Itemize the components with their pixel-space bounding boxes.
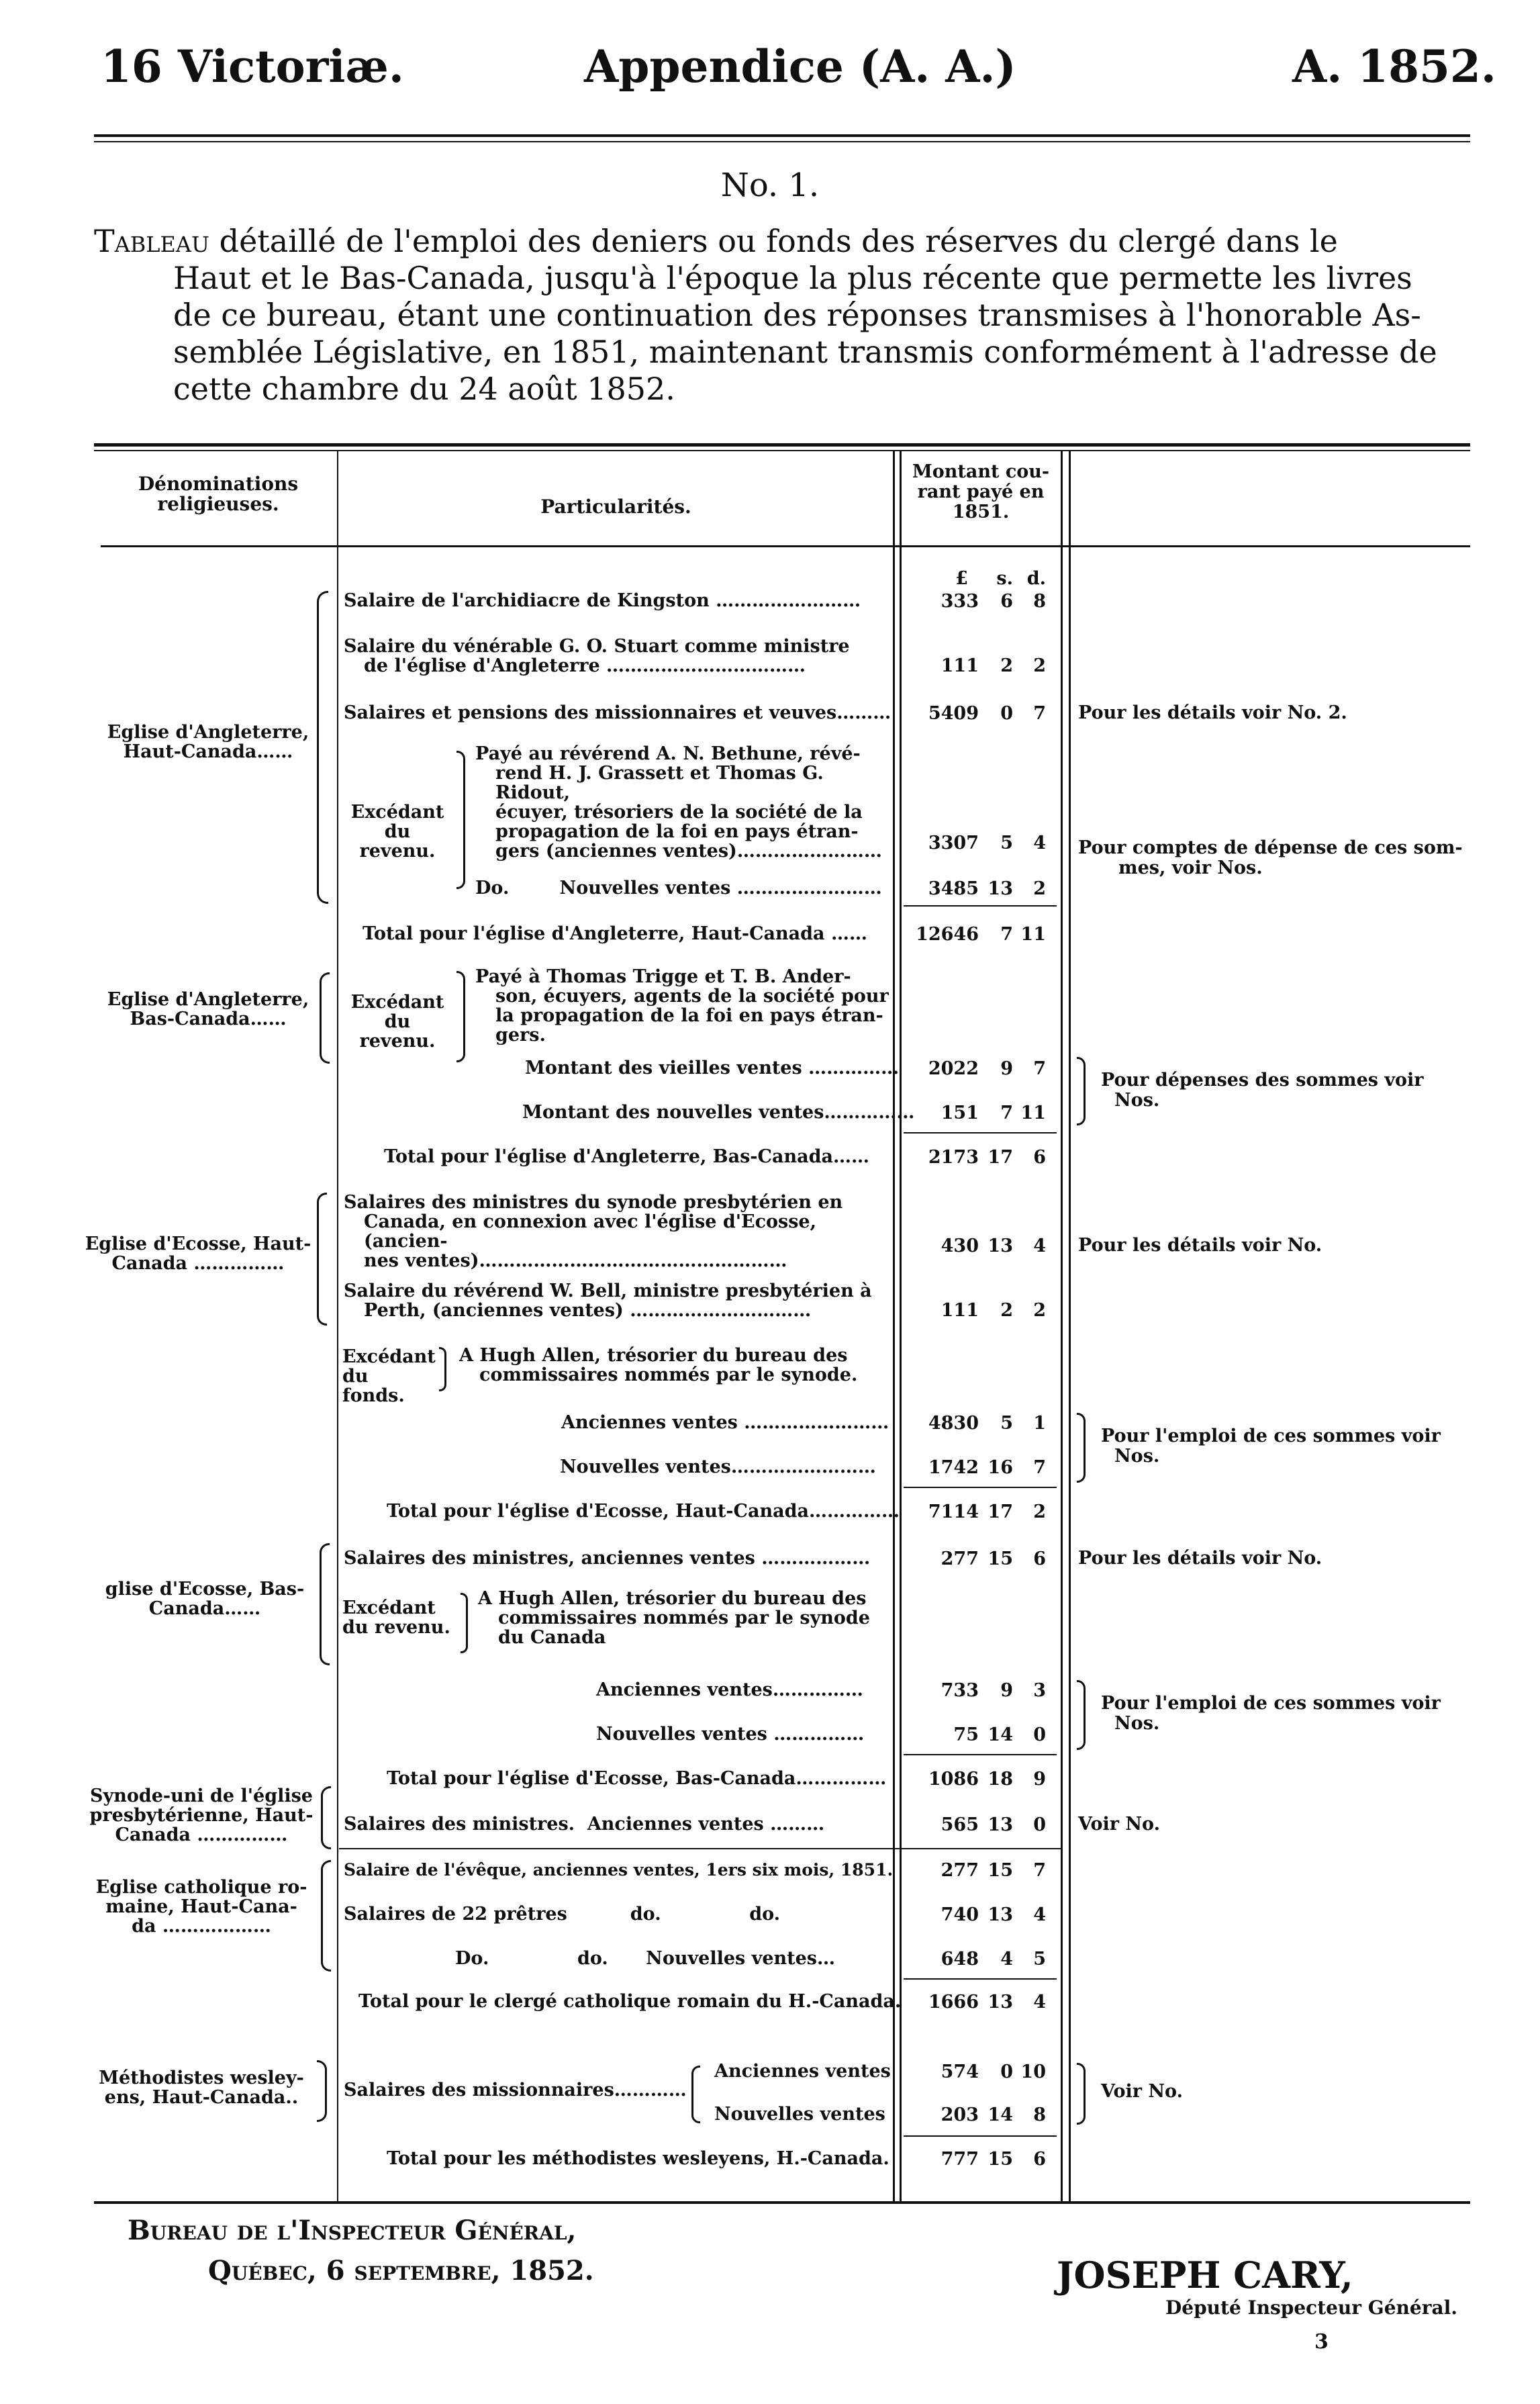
remark: Pour les détails voir No. bbox=[1078, 1548, 1322, 1569]
title-line: cette chambre du 24 août 1852. bbox=[173, 371, 675, 407]
remark-line: Pour l'emploi de ces sommes voir bbox=[1101, 1426, 1441, 1446]
subtotal-rule bbox=[904, 905, 1057, 907]
particular-row: Do. Nouvelles ventes …………………… bbox=[475, 878, 882, 898]
amount-pounds: 3485 bbox=[928, 878, 979, 899]
remark-line: Pour comptes de dépense de ces som- bbox=[1078, 837, 1463, 858]
subtotal-rule bbox=[904, 2135, 1057, 2137]
denomination-1 bbox=[101, 723, 316, 761]
excedant-brace bbox=[439, 1347, 446, 1391]
remark: Voir No. bbox=[1078, 1814, 1160, 1835]
amount-pence: 1 bbox=[1033, 1413, 1046, 1434]
excedant-line: Excédant bbox=[342, 1346, 436, 1367]
particular-row: Nouvelles ventes…………………… bbox=[560, 1457, 876, 1477]
column-divider-1 bbox=[337, 451, 338, 2201]
title-line: Tableau détaillé de l'emploi des deniers ou fonds des réserves du clergé dans le bbox=[94, 223, 1338, 259]
amount-pence: 0 bbox=[1033, 1814, 1046, 1835]
excedant-brace bbox=[456, 751, 465, 889]
amount-shillings: 13 bbox=[988, 1992, 1013, 2013]
amount-pence: 6 bbox=[1033, 2149, 1046, 2170]
remark-line: Nos. bbox=[1114, 1713, 1160, 1734]
remark: Pour les détails voir No. 2. bbox=[1078, 702, 1347, 723]
amount-pounds: 151 bbox=[941, 1103, 979, 1123]
excedant-line: du revenu. bbox=[359, 821, 436, 862]
amount-pounds: 1666 bbox=[928, 1992, 979, 2013]
amount-pence: 6 bbox=[1033, 1548, 1046, 1569]
particular-line: Salaire du révérend W. Bell, ministre presbytérien à bbox=[344, 1281, 872, 1301]
amount-pence: 2 bbox=[1033, 655, 1046, 676]
denomination-4 bbox=[94, 1579, 316, 1618]
amount-pounds: 2173 bbox=[928, 1147, 979, 1168]
excedant-brace bbox=[461, 1593, 468, 1653]
amount-pounds: 333 bbox=[941, 591, 979, 612]
denomination-line: Canada…… bbox=[148, 1598, 261, 1619]
brace-5 bbox=[321, 1786, 331, 1849]
amount-shillings: 4 bbox=[1000, 1949, 1013, 1970]
table-top-rule bbox=[94, 443, 1470, 447]
particular-row: Anciennes ventes bbox=[714, 2061, 891, 2082]
total-row: Total pour l'église d'Angleterre, Haut-Canada …… bbox=[363, 923, 867, 944]
particular-line: écuyer, trésoriers de la société de la bbox=[495, 802, 863, 823]
denomination-line: Méthodistes wesley- bbox=[99, 2068, 304, 2088]
particular-line: propagation de la foi en pays étran- bbox=[495, 821, 859, 842]
title-line: semblée Législative, en 1851, maintenant transmis conformément à l'adresse de bbox=[173, 334, 1437, 370]
amount-pence: 6 bbox=[1033, 1147, 1046, 1168]
brace-2 bbox=[320, 972, 330, 1064]
amount-shillings: 5 bbox=[1000, 1413, 1013, 1434]
remark-line: Pour dépenses des sommes voir bbox=[1101, 1070, 1424, 1091]
brace-6 bbox=[321, 1860, 331, 1972]
amount-shillings: 16 bbox=[988, 1457, 1013, 1478]
header-denominations-line: Dénominations bbox=[138, 473, 299, 495]
amount-pounds: 740 bbox=[941, 1904, 979, 1925]
amount-pence: 2 bbox=[1033, 878, 1046, 899]
remark-brace bbox=[1077, 1413, 1086, 1483]
total-row: Total pour l'église d'Angleterre, Bas-Canada…… bbox=[384, 1146, 869, 1167]
amount-shillings: 14 bbox=[988, 2105, 1013, 2125]
subtotal-rule bbox=[904, 1978, 1057, 1980]
amount-pounds: 277 bbox=[941, 1860, 979, 1881]
table-top-rule-2 bbox=[94, 450, 1470, 451]
particular-line: A Hugh Allen, trésorier du bureau des bbox=[478, 1588, 867, 1609]
amount-pounds: 648 bbox=[941, 1949, 979, 1970]
amount-shillings: 7 bbox=[1000, 924, 1013, 945]
particular-row bbox=[459, 1346, 892, 1385]
denomination-line: glise d'Ecosse, Bas- bbox=[105, 1579, 305, 1600]
section-rule bbox=[339, 1848, 1063, 1849]
table-header-rule bbox=[101, 545, 1470, 547]
amount-pence: 10 bbox=[1020, 2062, 1046, 2082]
header-amount-line: rant payé en bbox=[917, 481, 1045, 502]
amount-pence: 0 bbox=[1033, 1724, 1046, 1745]
currency-pence: d. bbox=[1026, 568, 1046, 589]
denomination-5 bbox=[87, 1786, 316, 1845]
footer-office-text: Bureau de l'Inspecteur Général, bbox=[128, 2215, 577, 2246]
footer-place-date-text: Québec, 6 septembre, 1852. bbox=[208, 2255, 594, 2286]
amount-pounds: 111 bbox=[941, 1300, 979, 1321]
particular-row bbox=[478, 1589, 892, 1647]
amount-pence: 4 bbox=[1033, 1236, 1046, 1256]
excedant-line: du revenu. bbox=[342, 1617, 450, 1638]
header-left: 16 Victoriæ. bbox=[101, 40, 404, 93]
total-row: Total pour le clergé catholique romain du H.-Canada. bbox=[358, 1991, 902, 2012]
amount-shillings: 0 bbox=[1000, 2062, 1013, 2082]
amount-shillings: 6 bbox=[1000, 591, 1013, 612]
denomination-line: Canada …………… bbox=[115, 1824, 288, 1845]
amount-shillings: 2 bbox=[1000, 655, 1013, 676]
particular-row bbox=[344, 1193, 891, 1270]
column-divider-3a bbox=[1061, 451, 1063, 2201]
excedant-label bbox=[344, 992, 451, 1051]
amount-shillings: 13 bbox=[988, 1236, 1013, 1256]
amount-pence: 9 bbox=[1033, 1769, 1046, 1790]
brace-7 bbox=[317, 2060, 327, 2122]
amount-pence: 7 bbox=[1033, 1860, 1046, 1881]
remark-brace bbox=[1077, 1680, 1086, 1750]
amount-pence: 4 bbox=[1033, 1904, 1046, 1925]
amount-shillings: 2 bbox=[1000, 1300, 1013, 1321]
title-line: de ce bureau, étant une continuation des réponses transmises à l'honorable As- bbox=[173, 297, 1421, 333]
denomination-line: da ……………… bbox=[132, 1916, 271, 1937]
amount-shillings: 15 bbox=[988, 1548, 1013, 1569]
amount-pence: 2 bbox=[1033, 1501, 1046, 1522]
denomination-3 bbox=[81, 1234, 316, 1273]
amount-pounds: 2022 bbox=[928, 1058, 979, 1079]
particular-line: Salaire du vénérable G. O. Stuart comme ministre bbox=[344, 636, 850, 657]
amount-pounds: 75 bbox=[953, 1724, 979, 1745]
header-amount-line: Montant cou- bbox=[912, 461, 1050, 482]
amount-shillings: 13 bbox=[988, 1904, 1013, 1925]
amount-shillings: 5 bbox=[1000, 833, 1013, 853]
title-line-1-rest: détaillé de l'emploi des deniers ou fonds des réserves du clergé dans le bbox=[209, 223, 1338, 259]
remark bbox=[1101, 1070, 1470, 1111]
denomination-line: Eglise d'Angleterre, bbox=[107, 722, 309, 743]
amount-pounds: 430 bbox=[941, 1236, 979, 1256]
amount-pence: 4 bbox=[1033, 1992, 1046, 2013]
denomination-line: Eglise d'Angleterre, bbox=[107, 989, 309, 1010]
particular-line: du Canada bbox=[498, 1627, 606, 1648]
particular-line: son, écuyers, agents de la société pour bbox=[495, 986, 889, 1007]
amount-pounds: 203 bbox=[941, 2105, 979, 2125]
excedant-line: Excédant bbox=[350, 992, 444, 1013]
particular-line: gers (anciennes ventes)…………………… bbox=[495, 841, 882, 862]
denomination-line: Eglise d'Ecosse, Haut- bbox=[85, 1234, 311, 1254]
amount-pounds: 3307 bbox=[928, 833, 979, 853]
currency-pound: £ bbox=[955, 568, 968, 589]
particular-row: Nouvelles ventes …………… bbox=[596, 1724, 865, 1745]
amount-pence: 7 bbox=[1033, 703, 1046, 724]
particular-line: Canada, en connexion avec l'église d'Ecosse, (ancien- bbox=[364, 1211, 816, 1252]
particular-line: commissaires nommés par le synode bbox=[498, 1608, 870, 1628]
amount-pounds: 7114 bbox=[928, 1501, 979, 1522]
particular-line: Payé au révérend A. N. Bethune, révé- bbox=[475, 743, 861, 764]
particular-row: Salaires des ministres. Anciennes ventes ……… bbox=[344, 1814, 825, 1835]
footer-place-date bbox=[208, 2255, 594, 2286]
amount-pence: 4 bbox=[1033, 833, 1046, 853]
amount-shillings: 15 bbox=[988, 2149, 1013, 2170]
amount-pounds: 5409 bbox=[928, 703, 979, 724]
denomination-line: maine, Haut-Cana- bbox=[105, 1896, 297, 1917]
remark-line: Nos. bbox=[1114, 1446, 1160, 1467]
excedant-line: du fonds. bbox=[342, 1366, 405, 1406]
particular-line: gers. bbox=[495, 1025, 546, 1046]
particular-row: Salaires des ministres, anciennes ventes ……………… bbox=[344, 1548, 871, 1569]
signatory-title: Député Inspecteur Général. bbox=[1165, 2297, 1457, 2319]
remark: Pour les détails voir No. bbox=[1078, 1235, 1322, 1256]
header-denominations bbox=[101, 474, 336, 514]
amount-shillings: 9 bbox=[1000, 1058, 1013, 1079]
denomination-7 bbox=[87, 2068, 316, 2107]
denomination-6 bbox=[87, 1878, 316, 1936]
denomination-line: Haut-Canada…… bbox=[123, 741, 293, 762]
amount-pounds: 277 bbox=[941, 1548, 979, 1569]
page-number: 3 bbox=[1314, 2330, 1329, 2354]
excedant-line: Excédant bbox=[342, 1598, 436, 1618]
remark-brace bbox=[1077, 1057, 1086, 1125]
amount-pence: 2 bbox=[1033, 1300, 1046, 1321]
excedant-label bbox=[342, 1598, 463, 1637]
particular-row: Anciennes ventes…………… bbox=[596, 1679, 863, 1700]
amount-pounds: 4830 bbox=[928, 1413, 979, 1434]
amount-shillings: 15 bbox=[988, 1860, 1013, 1881]
total-row: Total pour l'église d'Ecosse, Bas-Canada…………… bbox=[387, 1768, 887, 1789]
excedant-brace bbox=[456, 971, 465, 1062]
particular-line: la propagation de la foi en pays étran- bbox=[495, 1005, 883, 1026]
particular-row: Salaire de l'évêque, anciennes ventes, 1ers six mois, 1851. bbox=[344, 1860, 894, 1880]
amount-shillings: 14 bbox=[988, 1724, 1013, 1745]
subtotal-rule bbox=[904, 1132, 1057, 1134]
total-row: Total pour les méthodistes wesleyens, H.-Canada. bbox=[387, 2148, 889, 2169]
excedant-label bbox=[342, 1347, 436, 1405]
amount-pence: 8 bbox=[1033, 2105, 1046, 2125]
denomination-line: Canada …………… bbox=[111, 1253, 285, 1274]
particular-line: de l'église d'Angleterre …………………………… bbox=[364, 655, 806, 676]
header-center: Appendice (A. A.) bbox=[584, 40, 1016, 93]
document-title bbox=[94, 223, 1470, 408]
remark bbox=[1101, 1426, 1470, 1467]
particular-row: Montant des vieilles ventes …………… bbox=[525, 1058, 900, 1078]
document-number: No. 1. bbox=[720, 167, 820, 204]
amount-pounds: 777 bbox=[941, 2149, 979, 2170]
table-bottom-rule bbox=[94, 2201, 1470, 2204]
amount-shillings: 9 bbox=[1000, 1680, 1013, 1701]
amount-pence: 11 bbox=[1020, 924, 1046, 945]
particular-line: rend H. J. Grassett et Thomas G. Ridout, bbox=[495, 763, 824, 803]
remark bbox=[1101, 1694, 1470, 1734]
header-denominations-line: religieuses. bbox=[157, 493, 279, 515]
amount-pence: 11 bbox=[1020, 1103, 1046, 1123]
denomination-line: ens, Haut-Canada.. bbox=[104, 2087, 299, 2108]
signatory-name: JOSEPH CARY, bbox=[1057, 2254, 1353, 2297]
brace-1 bbox=[317, 591, 328, 904]
title-line: Haut et le Bas-Canada, jusqu'à l'époque la plus récente que permette les livres bbox=[173, 260, 1412, 296]
particular-row: Salaire de l'archidiacre de Kingston …………………… bbox=[344, 590, 861, 611]
particular-row: Do. do. Nouvelles ventes… bbox=[455, 1948, 835, 1969]
particular-row: Nouvelles ventes bbox=[714, 2104, 885, 2125]
denomination-line: presbytérienne, Haut- bbox=[89, 1805, 314, 1826]
particular-row: Salaires de 22 prêtres do. do. bbox=[344, 1904, 781, 1925]
amount-pounds: 1086 bbox=[928, 1769, 979, 1790]
particular-row: Salaires et pensions des missionnaires et veuves……… bbox=[344, 702, 892, 723]
particular-line: nes ventes)…………………………………………… bbox=[364, 1250, 787, 1271]
total-row: Total pour l'église d'Ecosse, Haut-Canada…………… bbox=[387, 1501, 900, 1522]
particular-row bbox=[344, 637, 891, 676]
column-divider-3b bbox=[1069, 451, 1071, 2201]
amount-shillings: 13 bbox=[988, 878, 1013, 899]
footer-office bbox=[128, 2215, 576, 2246]
remark-brace bbox=[1077, 2063, 1086, 2125]
amount-pence: 7 bbox=[1033, 1058, 1046, 1079]
amount-shillings: 0 bbox=[1000, 703, 1013, 724]
denomination-line: Synode-uni de l'église bbox=[90, 1786, 313, 1806]
subtotal-rule bbox=[904, 1487, 1057, 1488]
amount-pence: 5 bbox=[1033, 1949, 1046, 1970]
amount-pence: 8 bbox=[1033, 591, 1046, 612]
brace-3 bbox=[317, 1193, 327, 1326]
remark-line: mes, voir Nos. bbox=[1118, 858, 1263, 878]
amount-pounds: 733 bbox=[941, 1680, 979, 1701]
amount-pounds: 111 bbox=[941, 655, 979, 676]
header-rule-top bbox=[94, 134, 1470, 137]
excedant-label bbox=[344, 802, 451, 861]
particular-row: Montant des nouvelles ventes…………… bbox=[522, 1102, 915, 1123]
amount-shillings: 7 bbox=[1000, 1103, 1013, 1123]
amount-shillings: 13 bbox=[988, 1814, 1013, 1835]
amount-pounds: 12646 bbox=[916, 924, 979, 945]
group-brace bbox=[691, 2066, 700, 2123]
header-amount-line: 1851. bbox=[952, 502, 1010, 522]
remark: Voir No. bbox=[1101, 2081, 1183, 2102]
particular-line: Payé à Thomas Trigge et T. B. Ander- bbox=[475, 966, 851, 987]
particular-line: commissaires nommés par le synode. bbox=[479, 1365, 858, 1385]
excedant-line: du revenu. bbox=[359, 1011, 436, 1052]
particular-line: Perth, (anciennes ventes) ………………………… bbox=[364, 1300, 812, 1321]
amount-shillings: 18 bbox=[988, 1769, 1013, 1790]
particular-line: Salaires des ministres du synode presbytérien en bbox=[344, 1192, 843, 1213]
particular-line: A Hugh Allen, trésorier du bureau des bbox=[459, 1345, 848, 1366]
remark-line: Pour l'emploi de ces sommes voir bbox=[1101, 1693, 1441, 1714]
header-particulars: Particularités. bbox=[540, 496, 691, 518]
amount-pounds: 565 bbox=[941, 1814, 979, 1835]
remark-line: Nos. bbox=[1114, 1090, 1160, 1111]
particular-row bbox=[344, 1281, 891, 1320]
currency-shilling: s. bbox=[996, 568, 1013, 589]
amount-pence: 3 bbox=[1033, 1680, 1046, 1701]
amount-shillings: 17 bbox=[988, 1147, 1013, 1168]
amount-shillings: 17 bbox=[988, 1501, 1013, 1522]
denomination-line: Eglise catholique ro- bbox=[95, 1877, 307, 1898]
header-right: A. 1852. bbox=[1292, 40, 1496, 93]
brace-4 bbox=[320, 1543, 330, 1665]
excedant-line: Excédant bbox=[350, 802, 444, 823]
denomination-line: Bas-Canada…… bbox=[130, 1009, 287, 1029]
particular-row: Anciennes ventes …………………… bbox=[561, 1412, 889, 1433]
amount-pence: 7 bbox=[1033, 1457, 1046, 1478]
amount-pounds: 1742 bbox=[928, 1457, 979, 1478]
subtotal-rule bbox=[904, 1754, 1057, 1755]
amount-pounds: 574 bbox=[941, 2062, 979, 2082]
header-rule-bottom bbox=[94, 141, 1470, 142]
particular-row bbox=[475, 744, 892, 861]
particular-row bbox=[475, 967, 892, 1045]
header-amount bbox=[902, 462, 1059, 522]
particular-row: Salaires des missionnaires………… bbox=[344, 2080, 687, 2100]
remark bbox=[1078, 838, 1467, 878]
denomination-2 bbox=[101, 990, 316, 1029]
